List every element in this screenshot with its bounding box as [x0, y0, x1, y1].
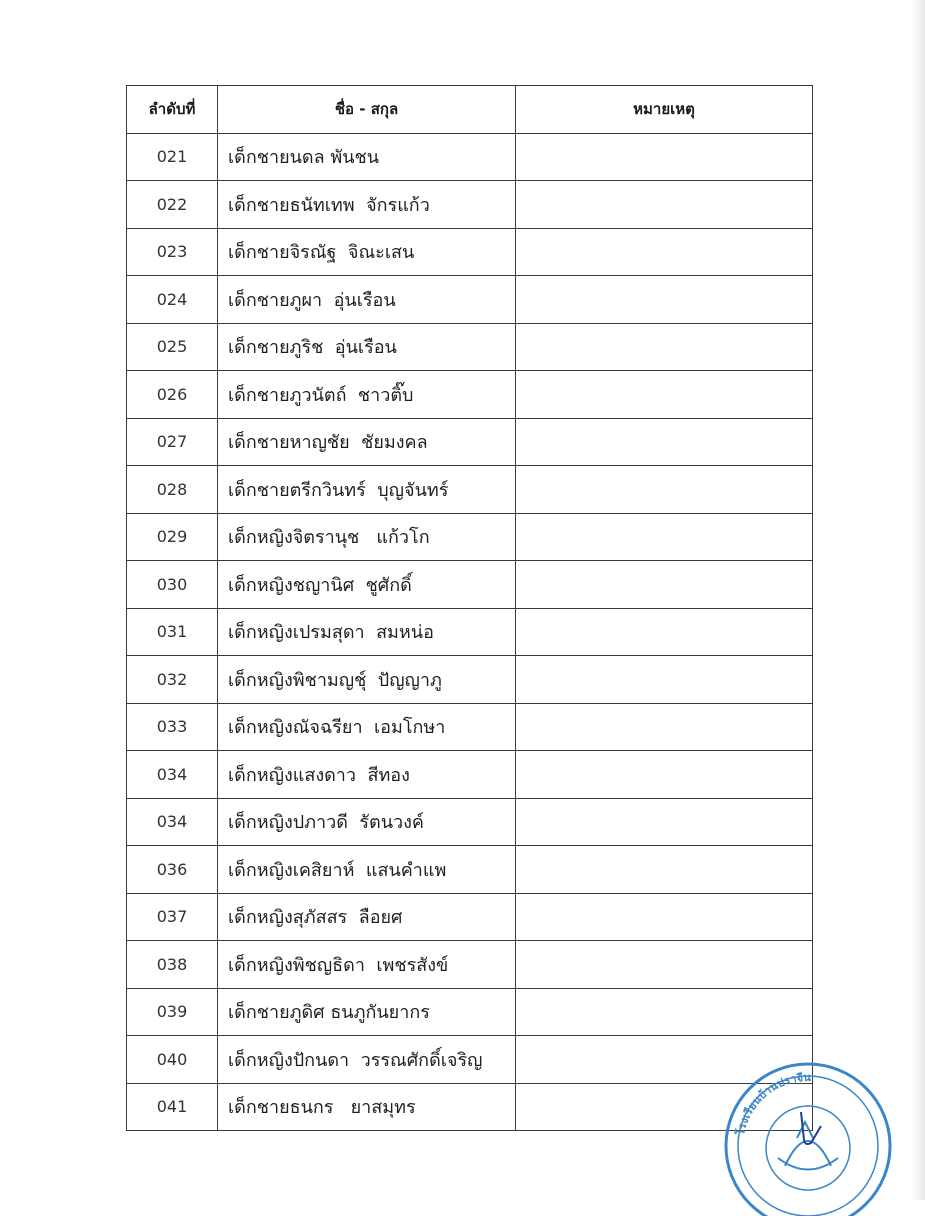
table-row: [127, 323, 813, 371]
row-note: [516, 751, 813, 799]
row-note: [516, 276, 813, 324]
row-number: 030: [127, 561, 218, 609]
row-number: 022: [127, 181, 218, 229]
row-note: [516, 656, 813, 704]
row-note: [516, 988, 813, 1036]
row-number: 034: [127, 798, 218, 846]
student-name: เด็กชายภูดิศ ธนภูกันยากร: [218, 988, 516, 1036]
student-name: เด็กหญิงจิตรานุช แก้วโก: [218, 513, 516, 561]
table-row: [127, 181, 813, 229]
row-note: [516, 466, 813, 514]
table-row: [127, 988, 813, 1036]
student-roster-table: [126, 85, 813, 1131]
row-number: 041: [127, 1083, 218, 1131]
header-note: หมายเหตุ: [516, 86, 813, 134]
student-name: เด็กหญิงณัจฉรียา เอมโกษา: [218, 703, 516, 751]
row-number: 027: [127, 418, 218, 466]
student-name: เด็กชายภูวนัตถ์ ชาวติ๊บ: [218, 371, 516, 419]
table-row: [127, 798, 813, 846]
table-row: [127, 656, 813, 704]
row-note: [516, 371, 813, 419]
table-header-row: [127, 86, 813, 134]
table-row: [127, 703, 813, 751]
row-note: [516, 181, 813, 229]
school-stamp-seal: [713, 1046, 898, 1216]
row-number: 028: [127, 466, 218, 514]
header-name: ชื่อ - สกุล: [218, 86, 516, 134]
table-row: [127, 371, 813, 419]
svg-text:โรงเรียนบ้านปราจีน: โรงเรียนบ้านปราจีน: [733, 1070, 811, 1137]
row-number: 024: [127, 276, 218, 324]
row-note: [516, 228, 813, 276]
table-row: [127, 276, 813, 324]
page-edge: [911, 0, 925, 1200]
table-row: [127, 1036, 813, 1084]
table-row: [127, 751, 813, 799]
student-name: เด็กชายหาญชัย ชัยมงคล: [218, 418, 516, 466]
student-name: เด็กหญิงพิชญธิดา เพชรสังข์: [218, 941, 516, 989]
row-note: [516, 846, 813, 894]
student-name: เด็กชายภูผา อุ่นเรือน: [218, 276, 516, 324]
row-note: [516, 513, 813, 561]
student-name: เด็กชายธนกร ยาสมุทร: [218, 1083, 516, 1131]
student-name: เด็กชายจิรณัฐ จิณะเสน: [218, 228, 516, 276]
row-note: [516, 798, 813, 846]
row-note: [516, 418, 813, 466]
table-row: [127, 941, 813, 989]
row-number: 023: [127, 228, 218, 276]
row-note: [516, 133, 813, 181]
table-row: [127, 608, 813, 656]
row-number: 021: [127, 133, 218, 181]
student-name: เด็กหญิงปภาวดี รัตนวงค์: [218, 798, 516, 846]
student-name: เด็กหญิงพิชามญชุ์ ปัญญาภู: [218, 656, 516, 704]
row-number: 038: [127, 941, 218, 989]
row-number: 039: [127, 988, 218, 1036]
table-row: [127, 228, 813, 276]
table-row: [127, 466, 813, 514]
row-number: 026: [127, 371, 218, 419]
row-note: [516, 323, 813, 371]
row-number: 037: [127, 893, 218, 941]
student-name: เด็กชายธนัทเทพ จักรแก้ว: [218, 181, 516, 229]
row-number: 029: [127, 513, 218, 561]
roster-body: [127, 133, 813, 1131]
student-name: เด็กชายตรีกวินทร์ บุญจันทร์: [218, 466, 516, 514]
student-name: เด็กชายภูริช อุ่นเรือน: [218, 323, 516, 371]
table-row: [127, 513, 813, 561]
student-name: เด็กหญิงสุภัสสร ลือยศ: [218, 893, 516, 941]
row-note: [516, 703, 813, 751]
table-row: [127, 846, 813, 894]
student-name: เด็กชายนดล พันชน: [218, 133, 516, 181]
row-number: 040: [127, 1036, 218, 1084]
student-name: เด็กหญิงชญานิศ ชูศักดิ์: [218, 561, 516, 609]
row-number: 036: [127, 846, 218, 894]
student-name: เด็กหญิงปักนดา วรรณศักดิ์เจริญ: [218, 1036, 516, 1084]
row-note: [516, 608, 813, 656]
row-number: 032: [127, 656, 218, 704]
student-name: เด็กหญิงเปรมสุดา สมหน่อ: [218, 608, 516, 656]
table-row: [127, 418, 813, 466]
table-row: [127, 893, 813, 941]
row-note: [516, 561, 813, 609]
table-row: [127, 1083, 813, 1131]
row-number: 034: [127, 751, 218, 799]
table-row: [127, 133, 813, 181]
row-note: [516, 941, 813, 989]
student-name: เด็กหญิงเคสิยาห์ แสนคำแพ: [218, 846, 516, 894]
header-number: ลำดับที่: [127, 86, 218, 134]
student-name: เด็กหญิงแสงดาว สีทอง: [218, 751, 516, 799]
row-note: [516, 893, 813, 941]
table-row: [127, 561, 813, 609]
row-number: 025: [127, 323, 218, 371]
row-number: 033: [127, 703, 218, 751]
row-number: 031: [127, 608, 218, 656]
